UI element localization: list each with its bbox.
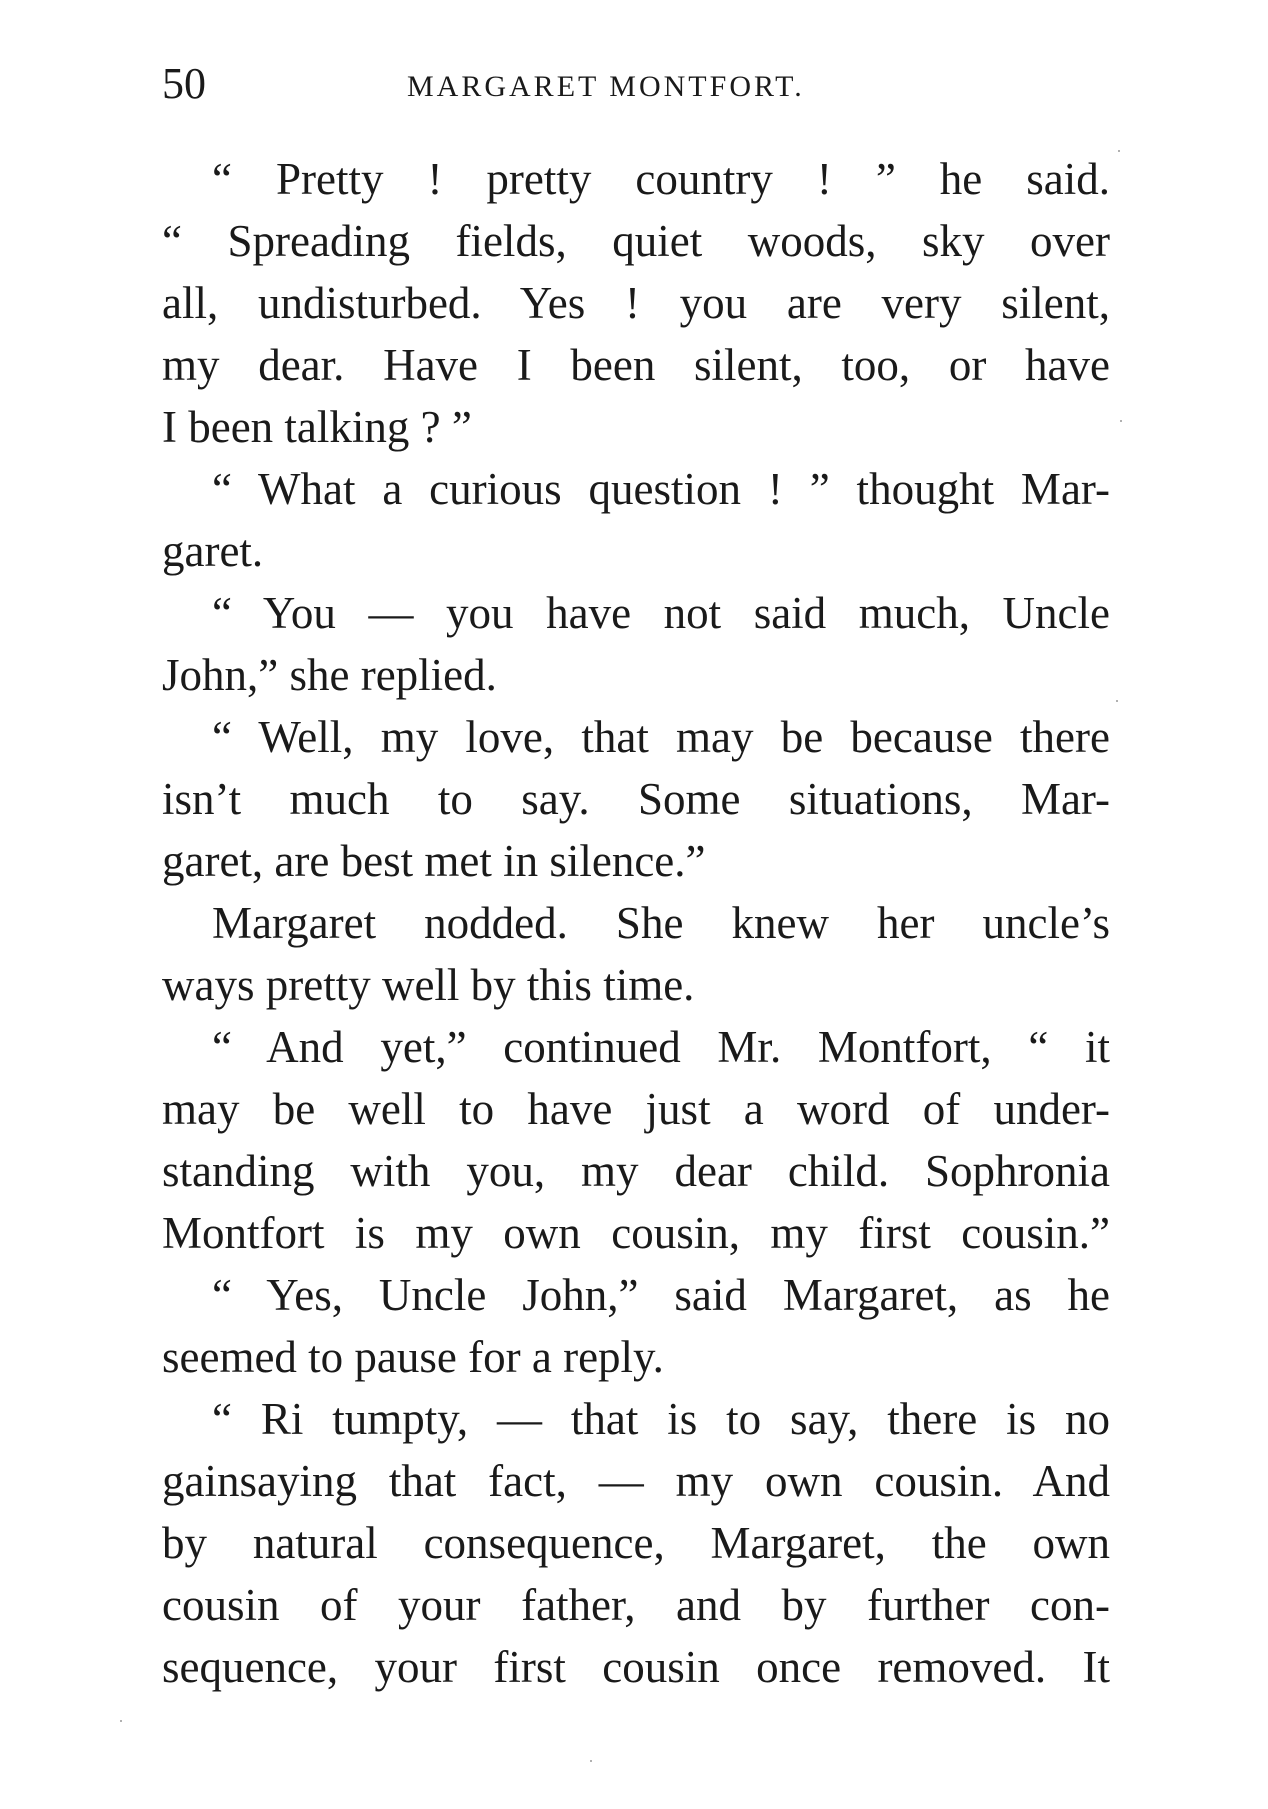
text-line: my dear. Have I been silent, too, or have [162,340,1110,390]
text-line: “ Pretty ! pretty country ! ” he said. [212,154,1110,204]
text-line: sequence, your first cousin once removed. It [162,1642,1110,1692]
text-line: “ Well, my love, that may be because there [212,712,1110,762]
paper-speck [120,1720,122,1722]
text-line: all, undisturbed. Yes ! you are very silent, [162,278,1110,328]
text-line: seemed to pause for a reply. [162,1332,664,1382]
text-line: “ You — you have not said much, Uncle [212,588,1110,638]
text-line: garet. [162,526,264,576]
text-line: Montfort is my own cousin, my first cousin.” [162,1208,1110,1258]
text-line: may be well to have just a word of under- [162,1084,1110,1134]
text-line: “ Yes, Uncle John,” said Margaret, as he [212,1270,1110,1320]
text-line: “ And yet,” continued Mr. Montfort, “ it [212,1022,1110,1072]
paper-speck [1118,150,1120,152]
text-line: Margaret nodded. She knew her uncle’s [212,898,1110,948]
text-line: “ Ri tumpty, — that is to say, there is no [212,1394,1110,1444]
text-line: ways pretty well by this time. [162,960,695,1010]
text-line: John,” she replied. [162,650,497,700]
text-line: “ What a curious question ! ” thought Mar- [212,464,1110,514]
paper-speck [590,1760,592,1762]
text-line: cousin of your father, and by further con- [162,1580,1110,1630]
page-header [162,54,1112,114]
paper-speck [1116,700,1118,702]
paper-speck [1120,420,1122,422]
text-line: “ Spreading fields, quiet woods, sky over [162,216,1110,266]
text-line: gainsaying that fact, — my own cousin. And [162,1456,1110,1506]
text-line: garet, are best met in silence.” [162,836,706,886]
text-line: isn’t much to say. Some situations, Mar- [162,774,1110,824]
page-number: 50 [162,59,206,108]
running-head: MARGARET MONTFORT. [407,70,805,103]
text-line: I been talking ? ” [162,402,472,452]
text-line: standing with you, my dear child. Sophronia [162,1146,1110,1196]
body-text [162,148,1110,1698]
text-line: by natural consequence, Margaret, the own [162,1518,1110,1568]
